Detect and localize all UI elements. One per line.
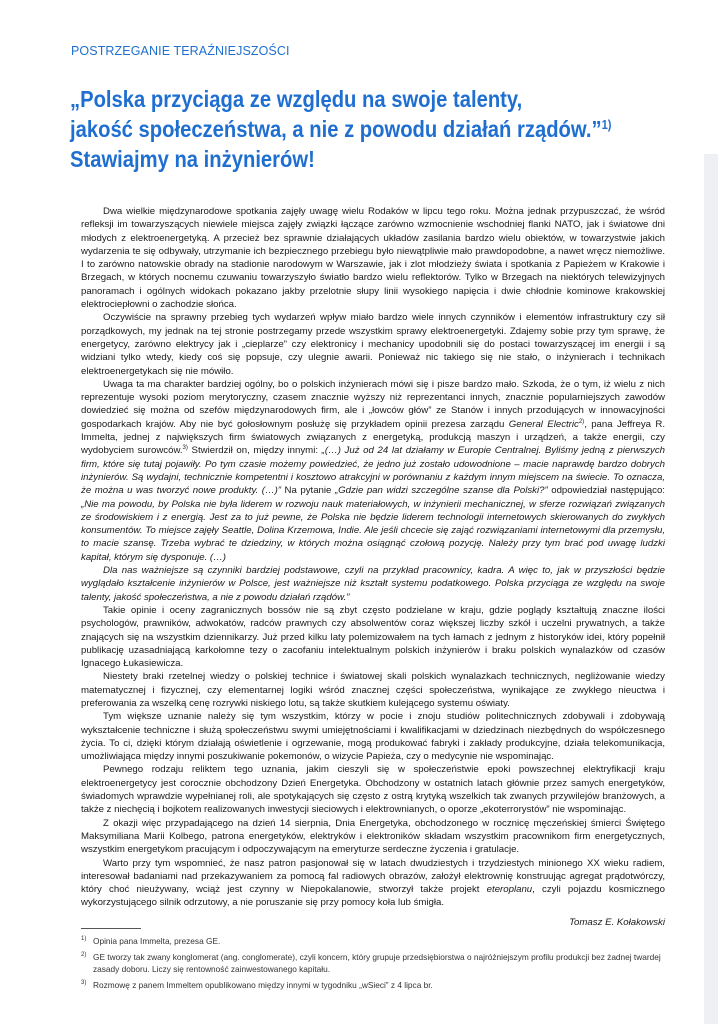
- paragraph-list: [81, 205, 665, 910]
- body-paragraph: [81, 857, 665, 910]
- italic-text: „(…) Już od 24 lat działamy w Europie Centralnej. Byliśmy jedną z pierwszych firm, które się tutaj pojawiły. Po tym czasie możemy powiedzieć, że jedno już zostało udowodnione – macie naprawdę bardzo dobrych inżynierów. Są wydajni, technicznie kompetentni i kosztowo atrakcyjni w porównaniu z każdym innym miejscem na świecie. To oznacza, że można u was tworzyć nowe produkty. (…)”: [81, 445, 665, 497]
- footnote-item: [81, 979, 671, 992]
- title-line-1: „Polska przyciąga ze względu na swoje talenty,: [70, 86, 523, 112]
- body-paragraph: [81, 604, 665, 670]
- paragraph-text: Takie opinie i oceny zagranicznych bossów nie są zbyt często podzielane w kraju, gdzie poglądy kształtują znaczne ilości psychologów, prawników, adwokatów, radców prawnych czy absolwentów coraz większej liczby szkół i uczelni prywatnych, a także znających się na wszystkim dziennikarzy. Już przed kilku laty polemizowałem na tych łamach z jednym z historyków idei, który popełnił publikację uzasadniającą karkołomne tezy o zacofaniu intelektualnym polskich inżynierów i braku polskich wynalazków od czasów Ignacego Łukasiewicza.: [81, 604, 665, 670]
- body-paragraph: [81, 763, 665, 816]
- paragraph-text: odpowiedział następująco:: [547, 485, 665, 497]
- paragraph-text: Uwaga ta ma charakter bardziej ogólny, bo o polskich inżynierach mówi się i pisze bardzo mało. Szkoda, że o tym, iż wielu z nich reprezentuje wysoki poziom merytoryczny, czasem znacznie wyższy niż reprezentanci innych, znacznie popularniejszych zawodów dowiedzieć się można od szefów międzynarodowych firm, ale i „łowców głów” ze Stanów i innych przodujących w innowacyjności gospodarkach krajów. Aby nie być gołosłownym posłużę się przykładem opinii prezesa zarządu: [81, 378, 665, 430]
- title-line-2: jakość społeczeństwa, a nie z powodu działań rządów.”: [70, 116, 602, 142]
- paragraph-text: Dwa wielkie międzynarodowe spotkania zajęły uwagę wielu Rodaków w lipcu tego roku. Można jednak przypuszczać, że wśród refleksji im towarzyszących niewiele miejsca zajęły związki łączące zarówno wzmocnienie wschodniej flanki NATO, jak i światowe dni młodych z elektroenergetyką. A przecież bez sprawnie działających układów zasilania bardzo wielu obiektów, w towarzystwie jakich wydarzenia te się odbywały, utrzymanie ich bezpiecznego przebiegu było niewątpliwie mało prawdopodobne, a nawet wręcz niemożliwe. I to zarówno natowskie obrady na stadionie narodowym w Warszawie, jak i zlot młodzieży świata i spotkania z Papieżem w Krakowie i Brzegach, w których nocnemu czuwaniu towarzyszyło światło bardzo wielu reflektorów. Tylko w Brzegach na niektórych telewizyjnych panoramach i ogólnych widokach pokazano jakby przelotnie słupy linii wysokiego napięcia i dwie chłodnie kominowe krakowskiej elektrociepłowni o zachodzie słońca.: [81, 206, 665, 311]
- footnote-ref[interactable]: 2): [578, 418, 585, 425]
- body-paragraph: [81, 564, 665, 604]
- italic-text: „Gdzie pan widzi szczególne szanse dla Polski?”: [334, 485, 548, 497]
- footnotes: [81, 935, 671, 994]
- footnote-number: 3): [81, 979, 87, 986]
- paragraph-text: Oczywiście na sprawny przebieg tych wydarzeń wpływ miało bardzo wiele innych czynników i elementów infrastruktury czy sił porządkowych, my jednak na tej stronie postrzegamy przede wszystkim sprawy elektroenergetyki. Zdajemy sobie przy tym sprawę, że energetycy, zarówno elektrycy jak i „cieplarze” czy elektronicy i mechanicy upodobnili się do postaci towarzyszącej im energii i są widziani tylko wtedy, kiedy coś się popsuje, czy ulegnie awarii. Ponieważ nic takiego się nie stało, o inżynierach i technikach elektroenergetykach się nie mówiło.: [81, 312, 665, 377]
- paragraph-text: , czyli pojazdu kosmicznego wykorzystującego silnik odrzutowy, a nie poruszanie się przy pomocy koła lub śmigła.: [81, 884, 665, 909]
- article-body: [81, 205, 665, 929]
- body-paragraph: [81, 311, 665, 377]
- paragraph-text: Na pytanie: [281, 485, 335, 497]
- paragraph-text: Tym większe uznanie należy się tym wszystkim, którzy w pocie i znoju studiów politechnicznych zdobywali i zdobywają wykształcenie techniczne i służą społeczeństwu swymi umiejętnościami i kwalifikacjami w dziedzinach niezbędnych do współczesnego życia. To ci, dzięki którym działają oświetlenie i ogrzewanie, mogą produkować fabryki i zakłady produkcyjne, działa telekomunikacja, umożliwiająca między innymi poszukiwanie pokemonów, o wizycie Papieża, czy o medycynie nie wspominając.: [81, 711, 665, 763]
- page-edge-tab: [704, 154, 718, 1024]
- paragraph-text: Warto przy tym wspomnieć, że nasz patron pasjonował się w latach dwudziestych i trzydziestych minionego XX wieku radiem, interesował badaniami nad przekazywaniem za pomocą fal radiowych obrazów, założył elektrownię konstruując agregat prądotwórczy, który choć nieużywany, wciąż jest czynny w Niepokalanowie, stworzył także projekt: [81, 857, 665, 896]
- footnote-text: Rozmowę z panem Immeltem opublikowano między innymi w tygodniku „wSieci” z 4 lipca br.: [93, 979, 433, 990]
- footnote-item: [81, 935, 671, 948]
- paragraph-text: Niestety braki rzetelnej wiedzy o polskiej technice i światowej skali polskich wynalazkach technicznych, negliżowanie wiedzy matematycznej i fizycznej, czy elementarnej logiki wśród znacznej części społeczeństwa, wynikające ze zwykłego nieuctwa i preferowania za wszelką cenę rozrywki niskiego lotu, są także skutkiem kulejącego systemu oświaty.: [81, 671, 665, 709]
- footnote-text: GE tworzy tak zwany konglomerat (ang. conglomerate), czyli koncern, który grupuje przedsiębiorstwa o najróżniejszym profilu produkcji bez żadnej twardej zasady doboru. Liczy się rentowność zainwestowanego kapitału.: [93, 951, 661, 974]
- footnote-text: Opinia pana Immelta, prezesa GE.: [93, 936, 221, 946]
- footnote-number: 1): [81, 936, 87, 942]
- paragraph-text: Pewnego rodzaju reliktem tego uznania, jakim cieszyli się w społeczeństwie epoki powszechnej elektryfikacji kraju elektroenergetycy jest corocznie obchodzony Dzień Energetyka. Obchodzony w ostatnich latach głównie przez samych energetyków, świadomych wprawdzie wypełnianej roli, ale spotykających się często z ostrą krytyką wszelkich tak zwanych przywilejów branżowych, a także z niechęcią i bojkotem realizowanych inwestycji sieciowych i elektrownianych, o oporze „ekoterrorystów” nie wspominając.: [81, 764, 665, 816]
- footnote-item: [81, 951, 671, 976]
- section-label: POSTRZEGANIE TERAŹNIEJSZOŚCI: [71, 44, 290, 58]
- title-line-3: Stawiajmy na inżynierów!: [70, 146, 315, 172]
- body-paragraph: [81, 205, 665, 311]
- italic-text: Dla nas ważniejsze są czynniki bardziej podstawowe, czyli na przykład pracownicy, kadra. A więc to, jak w przyszłości będzie wyglądało kształcenie inżynierów w Polsce, jest ważniejsze niż kształt systemu podatkowego. Polska przyciąga ze względu na swoje talenty, jakość społeczeństwa, a nie z powodu działań rządów.”: [81, 565, 665, 603]
- footnote-divider: [81, 928, 141, 929]
- author-signature: Tomasz E. Kołakowski: [569, 916, 665, 928]
- title-footnote-ref[interactable]: 1): [601, 117, 612, 132]
- italic-text: „Nie ma powodu, by Polska nie była liderem w rozwoju nauk materiałowych, w inżynierii mechanicznej, w sferze rozwiązań związanych ze środowiskiem i z energią. Jest za to już pewne, że Polska nie będzie liderem technologii internetowych skierowanych do zwykłych konsumentów. To miejsce zajęły Seattle, Dolina Krzemowa, Indie. Ale jeśli chcecie się zająć rozwiązaniami internetowymi dla przemysłu, to macie szansę. Trzeba wybrać te dziedziny, w których można osiągnąć czołową pozycję. Należy przy tym brać pod uwagę ludzki kapitał, którym się dysponuje. (…): [81, 498, 665, 563]
- italic-text: General Electric: [508, 418, 579, 430]
- footnote-ref[interactable]: 3): [182, 445, 188, 452]
- body-paragraph: [81, 710, 665, 763]
- body-paragraph: [81, 378, 665, 564]
- body-paragraph: [81, 817, 665, 857]
- paragraph-text: , pana Jeffreya R. Immelta, jednej z największych firm światowych związanych z energetyką, produkcją maszyn i urządzeń, a także energii, czy wydobyciem surowców.: [81, 418, 665, 457]
- body-paragraph: [81, 670, 665, 710]
- paragraph-text: Stwierdził on, między innymi:: [187, 445, 322, 457]
- article-title: [70, 84, 620, 174]
- italic-text: eteroplanu: [486, 884, 533, 896]
- paragraph-text: Z okazji więc przypadającego na dzień 14 sierpnia, Dnia Energetyka, obchodzonego w rocznicę męczeńskiej śmierci Świętego Maksymiliana Marii Kolbego, patrona energetyków, elektryków i elektroników składam wszystkim pracownikom firm energetycznych, wszystkim energetykom pracującym i odpoczywającym na emeryturze serdeczne życzenia i gratulacje.: [81, 817, 665, 856]
- footnote-number: 2): [81, 951, 87, 958]
